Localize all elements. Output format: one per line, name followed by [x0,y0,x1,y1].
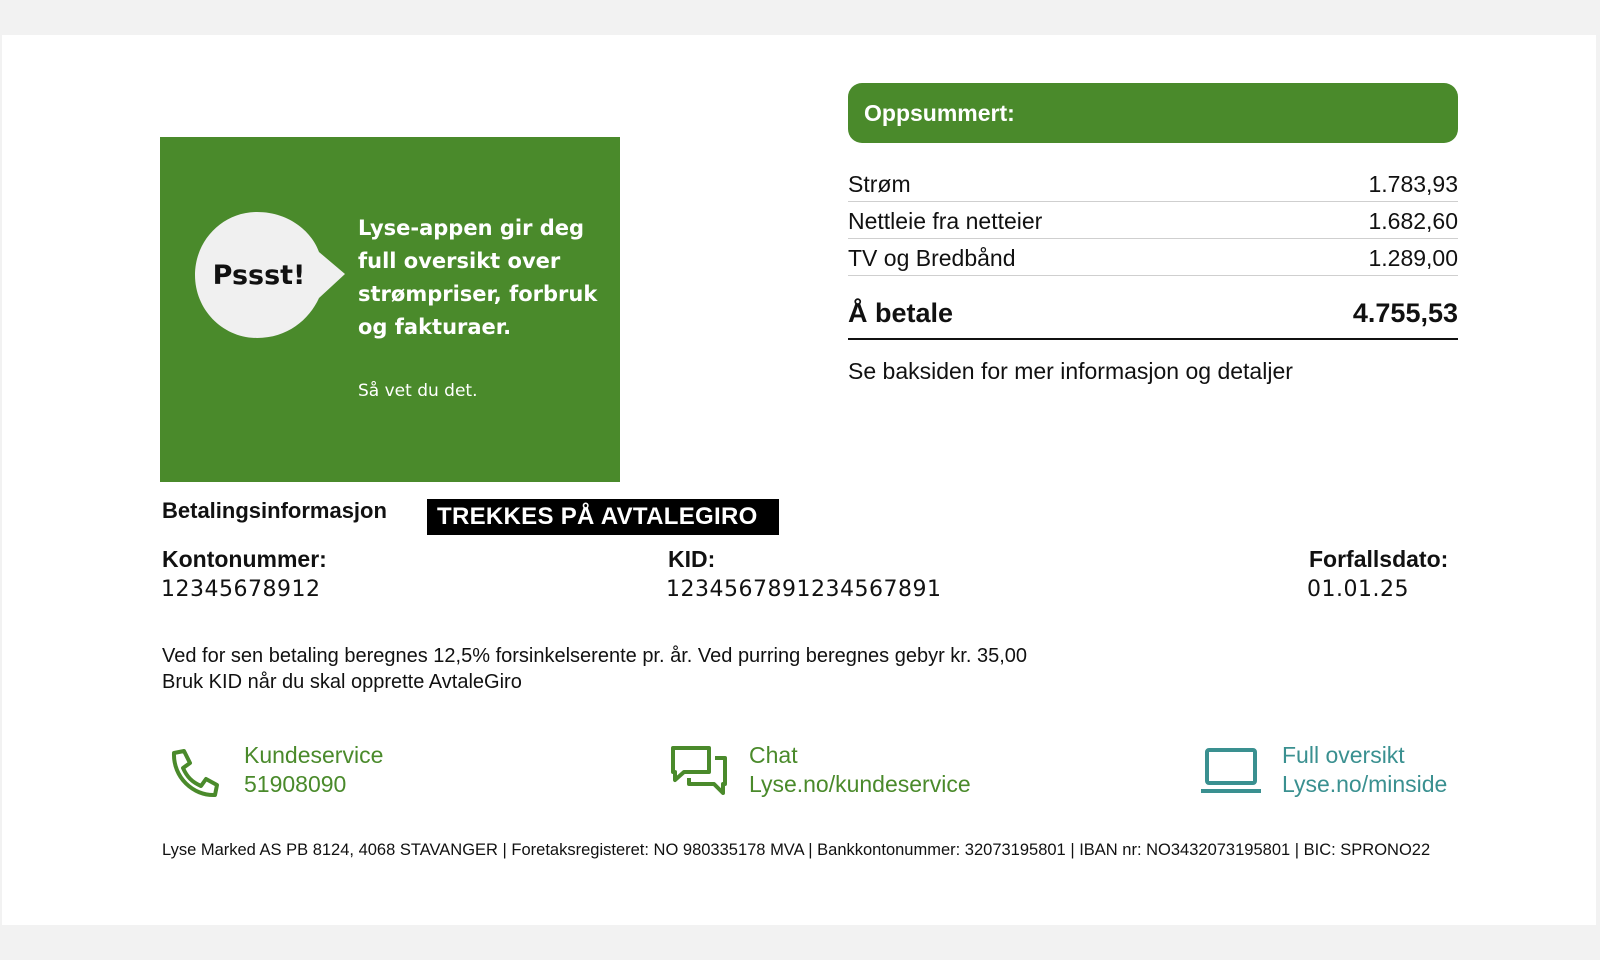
laptop-icon [1200,747,1262,795]
kid-value: 1234567891234567891 [666,577,942,602]
summary-row-label: Nettleie fra netteier [848,207,1043,234]
account-label: Kontonummer: [162,546,327,572]
avtalegiro-badge [427,499,779,535]
summary-row [848,165,1458,202]
contact-kundeservice[interactable] [244,741,383,799]
contact-detail: Lyse.no/kundeservice [749,771,971,797]
company-footer: Lyse Marked AS PB 8124, 4068 STAVANGER | Foretaksregisteret: NO 980335178 MVA | Bankkontonummer: 32073195801 | IBAN nr: NO3432073195801 | BIC: SPRONO22 [162,841,1431,859]
chat-icon [670,745,728,797]
summary-row-amount: 1.682,60 [1368,207,1458,234]
total-label: Å betale [848,297,954,328]
payment-title: Betalingsinformasjon [162,498,387,523]
promo-headline: Lyse-appen gir deg full oversikt over strømpriser, forbruk og fakturaer. [358,216,598,339]
account-value: 12345678912 [161,577,321,602]
summary-row [848,239,1458,276]
summary-header [848,83,1458,143]
summary-total-row [848,276,1458,340]
contact-detail: 51908090 [244,771,347,797]
due-date-value: 01.01.25 [1307,577,1409,602]
summary-table [848,165,1458,340]
due-date-label: Forfallsdato: [1309,546,1449,572]
invoice-page [2,35,1596,925]
contact-title: Full oversikt [1282,742,1405,768]
kid-label: KID: [668,546,716,572]
avtalegiro-badge-text: TREKKES PÅ AVTALEGIRO [437,503,758,530]
summary-row-label: TV og Bredbånd [848,244,1016,271]
summary-row-label: Strøm [848,170,911,197]
summary-row-amount: 1.289,00 [1368,244,1458,271]
phone-icon [168,747,220,799]
terms-line-1: Ved for sen betaling beregnes 12,5% forsinkelserente pr. år. Ved purring beregnes gebyr kr. 35,00 [162,645,1028,667]
summary-row-amount: 1.783,93 [1368,170,1458,197]
app-promo-banner [160,137,620,482]
payment-terms [162,643,1027,695]
summary-title: Oppsummert: [864,99,1015,126]
terms-line-2: Bruk KID når du skal opprette AvtaleGiro [162,671,522,693]
promo-subtext: Så vet du det. [358,381,478,401]
contact-chat[interactable] [749,741,971,799]
summary-row [848,202,1458,239]
contact-title: Chat [749,742,798,768]
total-amount: 4.755,53 [1352,297,1458,328]
summary-note: Se baksiden for mer informasjon og detaljer [848,358,1293,384]
contact-full-overview[interactable] [1282,741,1447,799]
contact-title: Kundeservice [244,742,384,768]
contact-detail: Lyse.no/minside [1282,771,1448,797]
bubble-text: Pssst! [212,259,306,291]
